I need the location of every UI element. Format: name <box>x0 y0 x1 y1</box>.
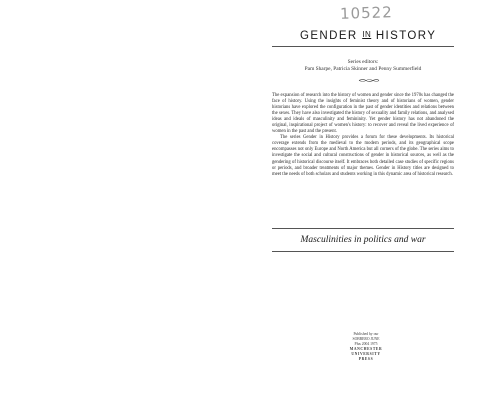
book-title: Masculinities in politics and war <box>300 235 426 245</box>
publisher-line-1: MANCHESTER <box>349 347 383 351</box>
series-editors <box>272 59 454 73</box>
stamp-line-1: Published by our <box>353 332 379 336</box>
description-paragraph-2: The series Gender in History provides a forum for these developments. Its historical coverage extends from the medieval to the modern periods, and its geographical scope encompasses not only Europe and North America but all corners of the globe. The series aims to investigate the social and cultural constructions of gender in historical sources, as well as the gendering of historical discourse itself. It embraces both detailed case studies of specific regions or periods, and broader treatments of major themes. Gender in History titles are designed to meet the needs of both scholars and students working in this dynamic area of historical research. <box>272 135 454 177</box>
stamp-line-2: SOBRERO JUNE <box>352 337 380 341</box>
handwritten-note: 10522 <box>339 3 394 23</box>
publisher-line-2: UNIVERSITY <box>351 352 381 356</box>
description-paragraph-1: The expansion of research into the history of women and gender since the 1970s has changed the face of history. Using the insights of feminist theory and of historians of women, gender historians have explored the configuration in the past of gender identities and relations between the sexes. They have also investigated the history of sexuality and family relations, and analysed ideas and ideals of masculinity and femininity. Yet gender history has not abandoned the original, inspirational project of women's history: to recover and reveal the lived experience of women in the past and the present. <box>272 93 454 135</box>
series-title-history: HISTORY <box>375 30 437 42</box>
editors-label: Series editors: <box>347 59 379 65</box>
series-title-gender: GENDER <box>300 30 358 42</box>
stamp-line-3: Plus 2004 1975 <box>354 342 378 346</box>
title-rule-bottom <box>272 251 454 252</box>
top-rule <box>272 46 454 47</box>
publisher-line-3: PRESS <box>358 357 374 361</box>
series-description <box>272 93 454 178</box>
ornament-flourish-icon <box>358 78 380 85</box>
title-rule-top <box>272 228 454 229</box>
series-title-in: IN <box>362 30 372 39</box>
series-title <box>300 30 437 42</box>
library-stamp <box>338 332 394 362</box>
editors-names: Pam Sharpe, Patricia Skinner and Penny Summerfield <box>304 66 422 72</box>
